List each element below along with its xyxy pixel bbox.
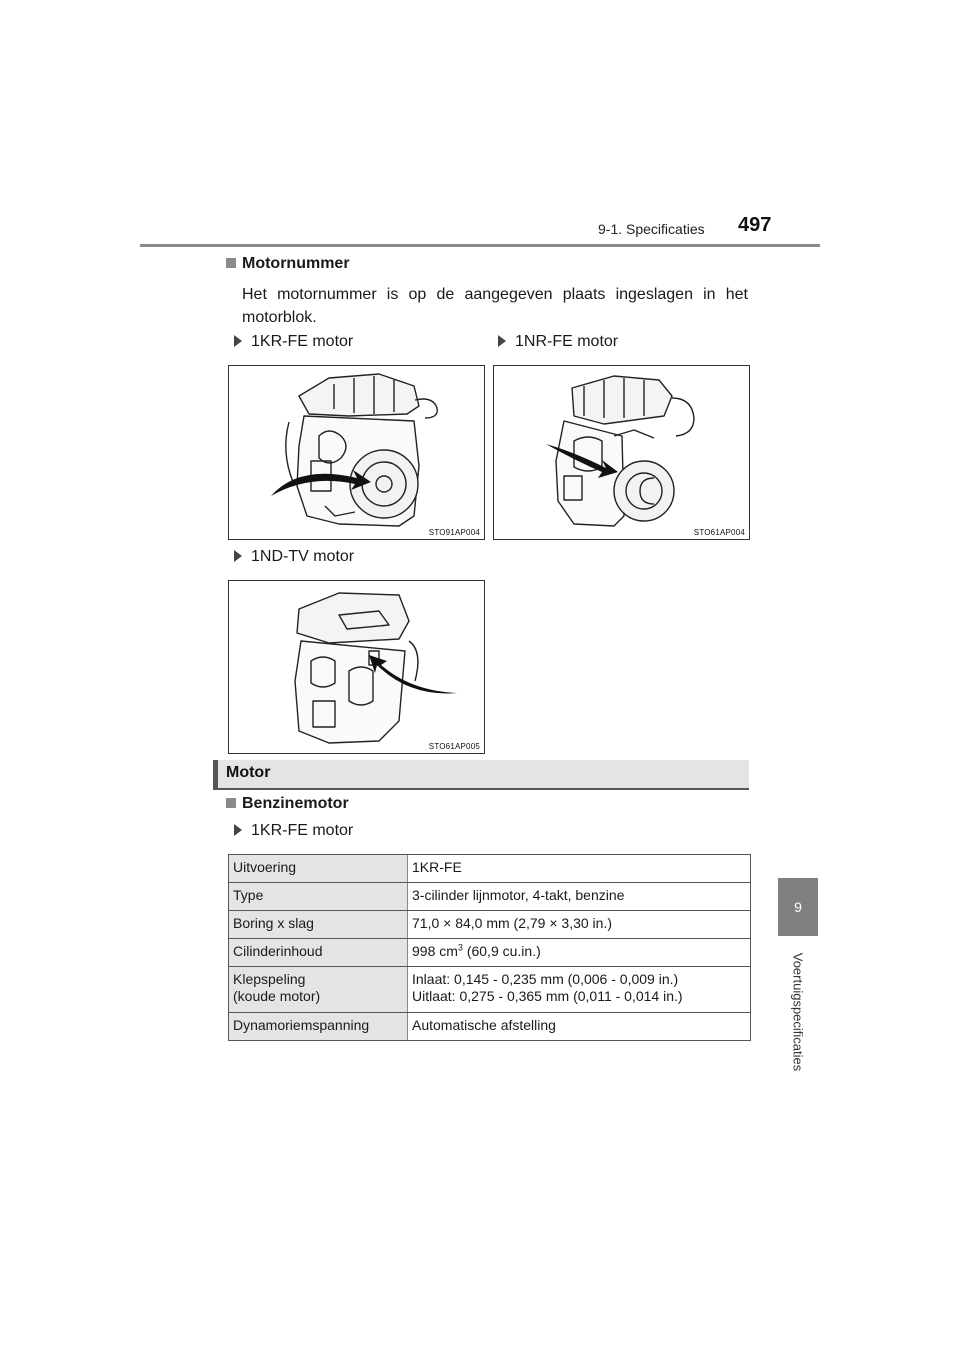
spec-value: 3-cilinder lijnmotor, 4-takt, benzine [408,883,751,911]
table-row [229,939,751,967]
motornummer-heading: Motornummer [226,255,350,273]
triangle-bullet-icon [234,335,242,347]
benzinemotor-heading: Benzinemotor [226,795,349,813]
table-row [229,911,751,939]
square-bullet-icon [226,258,236,268]
engine-figure-1nr [493,365,750,540]
motor-section-title: Motor [226,764,271,781]
triangle-bullet-icon [234,824,242,836]
spec-value: 998 $cm^3$ (60,9 cu.in.) [408,939,751,967]
engine-1kr-illustration [229,366,484,539]
spec-value: 1KR-FE [408,855,751,883]
engine-1nd-illustration [229,581,484,753]
motornummer-text: Het motornummer is op de aangegeven plaats ingeslagen in het motorblok. [242,286,748,326]
table-row [229,855,751,883]
benzinemotor-subitem: 1KR-FE motor [234,822,353,840]
table-row [229,967,751,1013]
motor-section-rule [213,788,749,790]
square-bullet-icon [226,798,236,808]
figure-code: STO61AP004 [693,528,745,537]
engine-figure-1kr [228,365,485,540]
spec-key: Boring x slag [229,911,408,939]
page-number: 497 [738,214,772,236]
spec-value: 71,0 × 84,0 mm (2,79 × 3,30 in.) [408,911,751,939]
figure-code: STO91AP004 [428,528,480,537]
header-rule [140,244,820,247]
section-accent [213,760,218,788]
spec-value: Automatische afstelling [408,1013,751,1041]
motor-section-bar [213,760,749,788]
spec-key: Uitvoering [229,855,408,883]
spec-key: Cilinderinhoud [229,939,408,967]
chapter-label: Voertuigspecificaties [790,952,806,1072]
section-label: 9-1. Specificaties [598,221,705,237]
figure-label-1nd: 1ND-TV motor [234,548,354,566]
engine-spec-table [228,854,751,1041]
engine-1nr-illustration [494,366,749,539]
chapter-tab: 9 [778,878,818,936]
table-row [229,883,751,911]
triangle-bullet-icon [234,550,242,562]
figure-label-1kr: 1KR-FE motor [234,333,353,351]
figure-label-1nr: 1NR-FE motor [498,333,618,351]
spec-key: Klepspeling (koude motor) [229,967,408,1013]
figure-code: STO61AP005 [428,742,480,751]
table-row [229,1013,751,1041]
triangle-bullet-icon [498,335,506,347]
spec-value: Inlaat: 0,145 - 0,235 mm (0,006 - 0,009 in.) Uitlaat: 0,275 - 0,365 mm (0,011 - 0,014 in.) [408,967,751,1013]
spec-key: Dynamoriemspanning [229,1013,408,1041]
engine-figure-1nd [228,580,485,754]
spec-key: Type [229,883,408,911]
